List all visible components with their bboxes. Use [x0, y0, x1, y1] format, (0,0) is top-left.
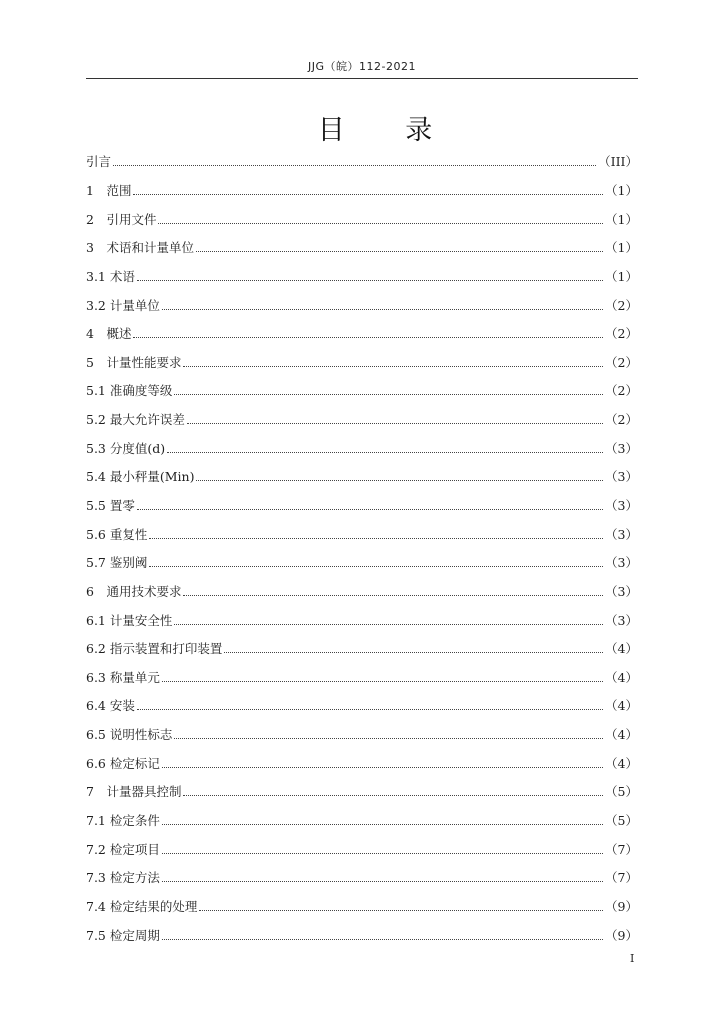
toc-entry[interactable]	[86, 233, 638, 262]
toc-entry-page: （7）	[605, 841, 638, 857]
toc-entry[interactable]	[86, 663, 638, 692]
toc-leader-dots	[174, 393, 603, 395]
toc-entry-page: （3）	[605, 526, 638, 542]
toc-leader-dots	[183, 365, 603, 367]
toc-entry-label: 5 计量性能要求	[86, 354, 182, 370]
toc-entry-label: 7.3 检定方法	[86, 870, 160, 886]
toc-entry[interactable]	[86, 834, 638, 863]
toc-leader-dots	[162, 880, 603, 882]
toc-leader-dots	[162, 938, 603, 940]
toc-entry[interactable]	[86, 462, 638, 491]
toc-entry-label: 5.1 准确度等级	[86, 383, 173, 399]
toc-entry[interactable]	[86, 863, 638, 892]
toc-entry-label: 7.1 检定条件	[86, 813, 160, 829]
toc-entry-page: （2）	[605, 354, 638, 370]
toc-entry-label: 6.5 说明性标志	[86, 727, 173, 743]
toc-entry[interactable]	[86, 920, 638, 949]
page-title: 目 录	[317, 115, 459, 146]
toc-entry[interactable]	[86, 720, 638, 749]
toc-entry-page: （1）	[605, 240, 638, 256]
toc-leader-dots	[149, 537, 603, 539]
toc-entry[interactable]	[86, 806, 638, 835]
toc-entry-page: （2）	[605, 412, 638, 428]
toc-leader-dots	[113, 164, 596, 166]
toc-entry-page: （III）	[598, 154, 638, 170]
toc-entry[interactable]	[86, 519, 638, 548]
toc-entry-label: 7 计量器具控制	[86, 784, 182, 800]
toc-entry-label: 2 引用文件	[86, 211, 157, 227]
toc-leader-dots	[183, 594, 603, 596]
toc-entry[interactable]	[86, 691, 638, 720]
toc-entry[interactable]	[86, 777, 638, 806]
toc-entry-page: （3）	[605, 583, 638, 599]
toc-entry-page: （3）	[605, 498, 638, 513]
toc-leader-dots	[137, 508, 603, 510]
toc-entry-label: 3.1 术语	[86, 268, 135, 284]
toc-leader-dots	[196, 479, 603, 481]
toc-leader-dots	[187, 422, 603, 424]
toc-entry-page: （3）	[605, 440, 638, 456]
toc-entry[interactable]	[86, 892, 638, 921]
toc-entry-page: （4）	[605, 727, 638, 743]
toc-leader-dots	[196, 250, 603, 252]
toc-entry-label: 5.6 重复性	[86, 526, 148, 542]
toc-entry-page: （9）	[605, 898, 638, 914]
toc-entry-page: （3）	[605, 612, 638, 628]
toc-entry[interactable]	[86, 748, 638, 777]
toc-entry-page: （1）	[605, 211, 638, 227]
toc-entry-label: 6.4 安装	[86, 698, 135, 714]
toc-leader-dots	[133, 193, 603, 195]
toc-entry-page: （1）	[605, 268, 638, 284]
toc-entry-label: 5.2 最大允许误差	[86, 412, 185, 428]
toc-entry[interactable]	[86, 548, 638, 577]
toc-leader-dots	[162, 766, 603, 768]
toc-entry-label: 7.4 检定结果的处理	[86, 898, 198, 914]
toc-entry-page: （4）	[605, 641, 638, 657]
toc-leader-dots	[162, 308, 603, 310]
toc-entry[interactable]	[86, 319, 638, 348]
toc-entry[interactable]	[86, 176, 638, 205]
toc-entry[interactable]	[86, 290, 638, 319]
toc-entry-label: 6.1 计量安全性	[86, 612, 173, 628]
toc-leader-dots	[149, 565, 603, 567]
toc-leader-dots	[162, 823, 603, 825]
toc-entry-label: 6 通用技术要求	[86, 583, 182, 599]
toc-leader-dots	[133, 336, 603, 338]
toc-leader-dots	[162, 852, 603, 854]
toc-entry[interactable]	[86, 605, 638, 634]
toc-entry[interactable]	[86, 347, 638, 376]
toc-entry-label: 6.6 检定标记	[86, 755, 160, 771]
table-of-contents	[86, 147, 638, 949]
toc-entry-label: 5.3 分度值(d)	[86, 440, 166, 456]
toc-entry-label: 7.2 检定项目	[86, 841, 160, 857]
toc-leader-dots	[174, 623, 603, 625]
toc-entry-page: （2）	[605, 297, 638, 313]
toc-entry-label: 5.7 鉴别阈	[86, 555, 148, 571]
toc-entry[interactable]	[86, 262, 638, 291]
page-number: I	[630, 952, 635, 965]
toc-entry-label: 3 术语和计量单位	[86, 240, 194, 256]
toc-leader-dots	[158, 222, 603, 224]
toc-entry-page: （3）	[605, 469, 638, 485]
toc-entry-page: （5）	[605, 784, 638, 800]
toc-entry-page: （3）	[605, 555, 638, 571]
toc-leader-dots	[199, 909, 603, 911]
toc-entry[interactable]	[86, 433, 638, 462]
toc-entry-label: 4 概述	[86, 326, 132, 342]
toc-leader-dots	[137, 279, 603, 281]
toc-leader-dots	[224, 651, 603, 653]
toc-leader-dots	[162, 680, 603, 682]
toc-leader-dots	[167, 451, 603, 453]
toc-entry-label: 引言	[86, 154, 112, 170]
toc-entry[interactable]	[86, 405, 638, 434]
toc-entry-label: 3.2 计量单位	[86, 297, 160, 313]
page-header	[86, 58, 638, 79]
toc-entry-page: （4）	[605, 755, 638, 771]
toc-entry-label: 6.2 指示装置和打印装置	[86, 641, 223, 657]
toc-entry-page: （7）	[605, 870, 638, 886]
toc-entry[interactable]	[86, 634, 638, 663]
toc-leader-dots	[174, 737, 603, 739]
toc-entry-label: 5.5 置零	[86, 498, 135, 513]
toc-leader-dots	[183, 794, 603, 796]
toc-entry-label: 5.4 最小秤量(Min)	[86, 469, 195, 485]
toc-entry-page: （9）	[605, 927, 638, 943]
toc-entry-label: 7.5 检定周期	[86, 927, 160, 943]
toc-entry[interactable]	[86, 491, 638, 520]
standard-code: JJG（皖）112-2021	[308, 60, 416, 73]
toc-entry-page: （2）	[605, 326, 638, 342]
toc-entry-page: （5）	[605, 813, 638, 829]
toc-entry-page: （4）	[605, 669, 638, 685]
toc-entry-page: （4）	[605, 698, 638, 714]
toc-entry[interactable]	[86, 147, 638, 176]
toc-entry-label: 1 范围	[86, 182, 132, 198]
toc-entry-label: 6.3 称量单元	[86, 669, 160, 685]
toc-leader-dots	[137, 708, 603, 710]
toc-entry[interactable]	[86, 204, 638, 233]
toc-entry-page: （2）	[605, 383, 638, 399]
toc-entry[interactable]	[86, 376, 638, 405]
toc-entry-page: （1）	[605, 182, 638, 198]
toc-entry[interactable]	[86, 577, 638, 606]
